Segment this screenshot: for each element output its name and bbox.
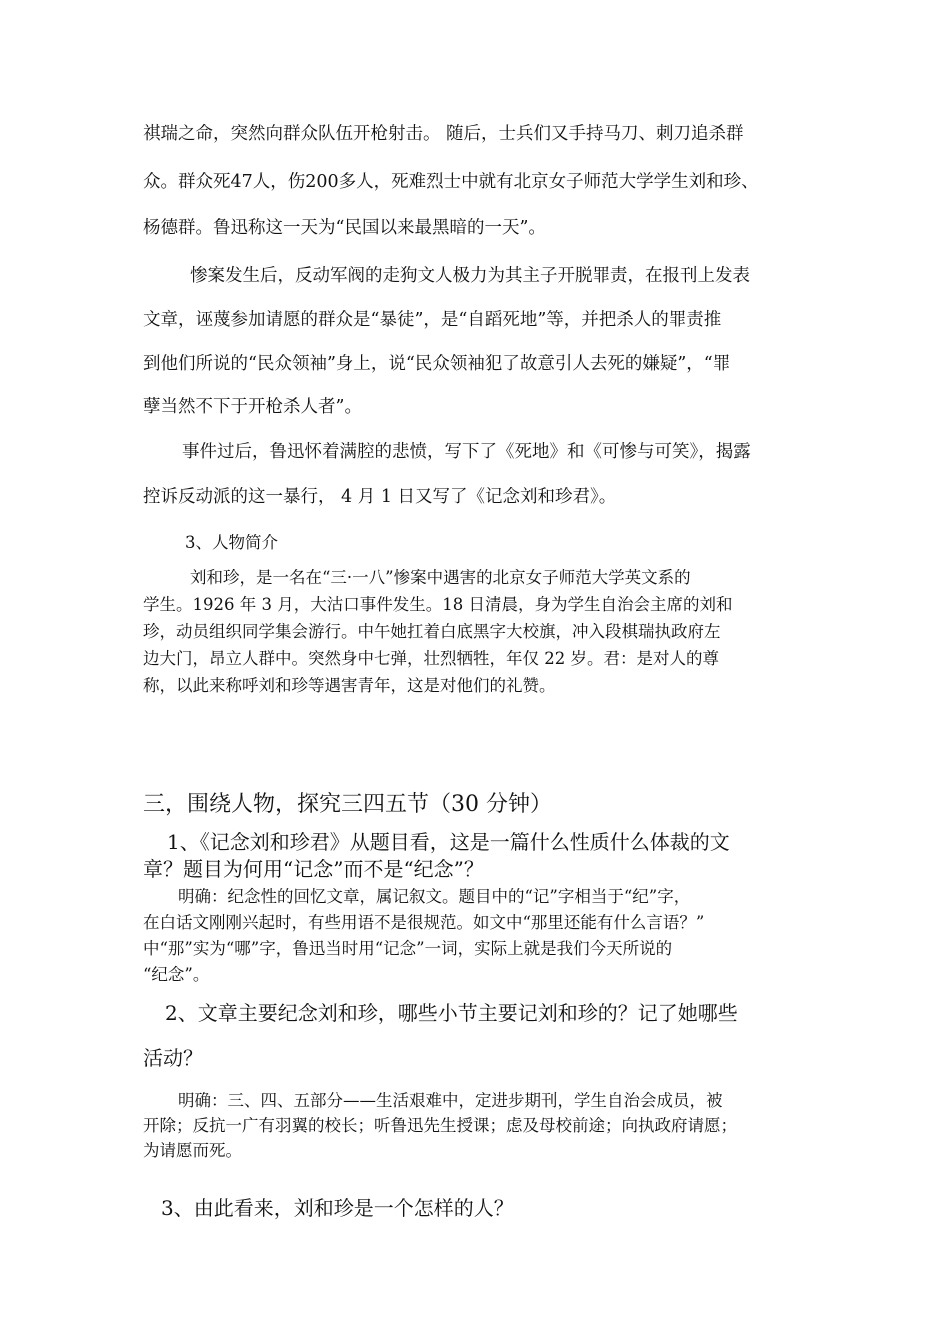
answer-line: 明确：纪念性的回忆文章，属记叙文。题目中的“记”字相当于“纪”字， bbox=[178, 887, 691, 906]
question-line: 活动？ bbox=[143, 1046, 203, 1070]
question-line: 1、《记念刘和珍君》从题目看，这是一篇什么性质什么体裁的文 bbox=[167, 830, 730, 854]
paragraph-line: 边大门，昂立人群中。突然身中七弹，壮烈牺牲，年仅 22 岁。君：是对人的尊 bbox=[143, 649, 719, 668]
answer-line: “纪念”。 bbox=[143, 965, 210, 984]
paragraph-line: 众。群众死47人，伤200多人，死难烈士中就有北京女子师范大学学生刘和珍、 bbox=[143, 172, 759, 192]
answer-line: 中“那”实为“哪”字，鲁迅当时用“记念”一词，实际上就是我们今天所说的 bbox=[143, 939, 673, 958]
answer-line: 在白话文刚刚兴起时，有些用语不是很规范。如文中“那里还能有什么言语？” bbox=[143, 913, 705, 932]
question-line: 3、由此看来，刘和珍是一个怎样的人？ bbox=[161, 1196, 514, 1220]
section-heading: 3、人物简介 bbox=[185, 533, 278, 552]
paragraph-line: 珍，动员组织同学集会游行。中午她扛着白底黑字大校旗，冲入段棋瑞执政府左 bbox=[143, 622, 721, 641]
answer-line: 为请愿而死。 bbox=[143, 1141, 242, 1160]
paragraph-line: 事件过后，鲁迅怀着满腔的悲愤，写下了《死地》和《可惨与可笑》，揭露 bbox=[182, 442, 751, 462]
paragraph-line: 文章，诬蔑参加请愿的群众是“暴徒”，是“自蹈死地”等，并把杀人的罪责推 bbox=[143, 310, 722, 330]
paragraph-line: 祺瑞之命，突然向群众队伍开枪射击。 随后，士兵们又手持马刀、刺刀追杀群 bbox=[143, 124, 744, 144]
question-line: 2、文章主要纪念刘和珍，哪些小节主要记刘和珍的？记了她哪些 bbox=[165, 1001, 738, 1025]
answer-line: 明确：三、四、五部分——生活艰难中，定进步期刊，学生自治会成员，被 bbox=[178, 1091, 723, 1110]
answer-line: 开除；反抗一广有羽翼的校长；听鲁迅先生授课；虑及母校前途；向执政府请愿； bbox=[143, 1116, 737, 1135]
paragraph-line: 到他们所说的“民众领袖”身上，说“民众领袖犯了故意引人去死的嫌疑”，“罪 bbox=[143, 354, 731, 374]
paragraph-line: 控诉反动派的这一暴行， 4 月 1 日又写了《记念刘和珍君》。 bbox=[143, 487, 617, 507]
paragraph-line: 刘和珍，是一名在“三·一八”惨案中遇害的北京女子师范大学英文系的 bbox=[190, 568, 691, 587]
paragraph-line: 学生。1926 年 3 月，大沽口事件发生。18 日清晨，身为学生自治会主席的刘和 bbox=[143, 595, 733, 614]
paragraph-line: 称，以此来称呼刘和珍等遇害青年，这是对他们的礼赞。 bbox=[143, 676, 556, 695]
paragraph-line: 惨案发生后，反动军阀的走狗文人极力为其主子开脱罪责，在报刊上发表 bbox=[190, 266, 750, 286]
paragraph-line: 杨德群。鲁迅称这一天为“民国以来最黑暗的一天”。 bbox=[143, 218, 546, 238]
section-title: 三，围绕人物，探究三四五节（30 分钟） bbox=[143, 792, 552, 817]
question-line: 章？题目为何用“记念”而不是“纪念”？ bbox=[143, 857, 484, 881]
paragraph-line: 孽当然不下于开枪杀人者”。 bbox=[143, 397, 362, 417]
